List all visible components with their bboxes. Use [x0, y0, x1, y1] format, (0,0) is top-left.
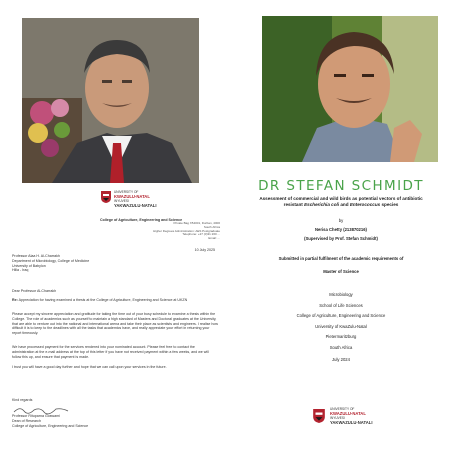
- address-line: Telephone: +27 (0)31 260 ...: [182, 232, 220, 237]
- letter-signer: [12, 414, 162, 428]
- thesis-degree: Master of Science: [323, 269, 359, 274]
- affiliation-line: University of KwaZulu-Natal: [315, 323, 367, 329]
- affiliation-line: Microbiology: [329, 292, 353, 297]
- thesis-title-part: Assessment of commercial and wild birds as potential vectors of antibiotic resistant: [259, 196, 423, 207]
- man-portrait-photo-icon: [262, 16, 438, 162]
- logo-line2: KWAZULU-NATAL: [114, 194, 150, 199]
- re-text: Appreciation for having examined a thesis at the College of Agriculture, Engineering and Science at UKZN: [18, 298, 188, 302]
- man-portrait-photo-icon: [22, 18, 199, 183]
- signer-line: Professor Rituparna Goswami: [12, 414, 60, 418]
- appreciation-letter: [8, 190, 221, 446]
- letter-salutation: Dear Professor Al-Charrakh: [12, 289, 57, 293]
- signer-line: Dean of Research: [12, 418, 41, 423]
- thesis-submitted: Submitted in partial fulfilment of the academic requirements of: [278, 256, 404, 261]
- ukzn-logo: [100, 190, 220, 206]
- thesis-title: [250, 196, 432, 208]
- logo-line4: YAKWAZULU-NATALI: [330, 420, 373, 425]
- thesis-title-part: species: [380, 202, 399, 207]
- logo-line2: KWAZULU-NATAL: [330, 411, 366, 416]
- recipient-line: Hilla - Iraq: [12, 268, 29, 273]
- letter-paragraph-1: Please accept my sincere appreciation and gratitude for taking the time out of your busy schedule to examine a thesis within the College. The role of academics such as yourself to maintain a high standard of Masters and Doctoral graduates at the University, that are able to venture out into the national and international arena and take their place as scientists and engineers. I realise how difficult it is to keep to the deadlines with all the tasks that academics have, and really appreciate your effort in returning your report timeously.: [12, 312, 218, 336]
- ukzn-logo: [316, 407, 406, 427]
- portrait-photo-left: [22, 18, 199, 183]
- letter-recipient: [12, 254, 162, 273]
- letter-address: [100, 222, 220, 240]
- address-line: South Africa: [203, 225, 220, 229]
- recipient-line: Department of Microbiology, College of Medicine: [12, 258, 90, 263]
- thesis-date: July 2024: [332, 357, 350, 362]
- re-label: Re:: [12, 298, 18, 302]
- page-headline: DR STEFAN SCHMIDT: [258, 178, 424, 194]
- letter-paragraph-3: I trust you will have a good day further and hope that we can call upon your services in the future.: [12, 365, 167, 369]
- thesis-title-part: and: [339, 202, 350, 207]
- address-line: Email: ...: [208, 235, 220, 240]
- portrait-photo-right: [262, 16, 438, 162]
- affiliation-line: South Africa: [329, 344, 353, 350]
- letter-subject: [12, 298, 212, 303]
- letter-paragraph-2: We have processed payment for the services rendered into your nominated account. Please feel free to contact the administration at the e-mail address at the top of this letter if you have not received payment within a few weeks, and we will follow this up, and ensure that payment is made.: [12, 345, 209, 359]
- logo-line1: UNIVERSITY OF: [114, 190, 139, 194]
- address-line: Higher Degrees Administration: AES Postgraduate: [153, 228, 220, 233]
- logo-line3: INYUVESI: [330, 416, 345, 420]
- thesis-affiliation: [236, 292, 446, 356]
- thesis-by: by: [338, 218, 344, 223]
- thesis-cover-page: [236, 196, 446, 446]
- signer-line: College of Agriculture, Engineering and Science: [12, 423, 89, 428]
- logo-line1: UNIVERSITY OF: [330, 407, 355, 411]
- ukzn-crest-icon: [100, 190, 112, 204]
- letter-college: College of Agriculture, Engineering and Science: [100, 218, 183, 222]
- letter-date: 10 July 2025: [194, 248, 215, 252]
- affiliation-line: Pietermaritzburg: [325, 334, 357, 340]
- logo-line3: INYUVESI: [114, 199, 129, 203]
- recipient-line: Professor Alaa H. Al-Charrakh: [12, 254, 60, 258]
- logo-line4: YAKWAZULU-NATALI: [114, 203, 157, 208]
- affiliation-line: School of Life Sciences: [319, 302, 363, 308]
- affiliation-line: College of Agriculture, Engineering and Science: [296, 313, 386, 319]
- address-line: Private Bag X54001, Durban, 4000: [173, 221, 220, 226]
- thesis-title-organism: Escherichia coli: [304, 202, 340, 207]
- thesis-title-organism: Enterococcus: [349, 202, 381, 207]
- letter-closing: Kind regards: [12, 398, 33, 402]
- thesis-supervisor: (Supervised by Prof. Stefan Schmidt): [304, 236, 378, 241]
- recipient-line: University of Babylon: [12, 263, 46, 268]
- ukzn-crest-icon: [312, 407, 326, 425]
- thesis-author: Nerisa Chetty (213870216): [315, 227, 367, 232]
